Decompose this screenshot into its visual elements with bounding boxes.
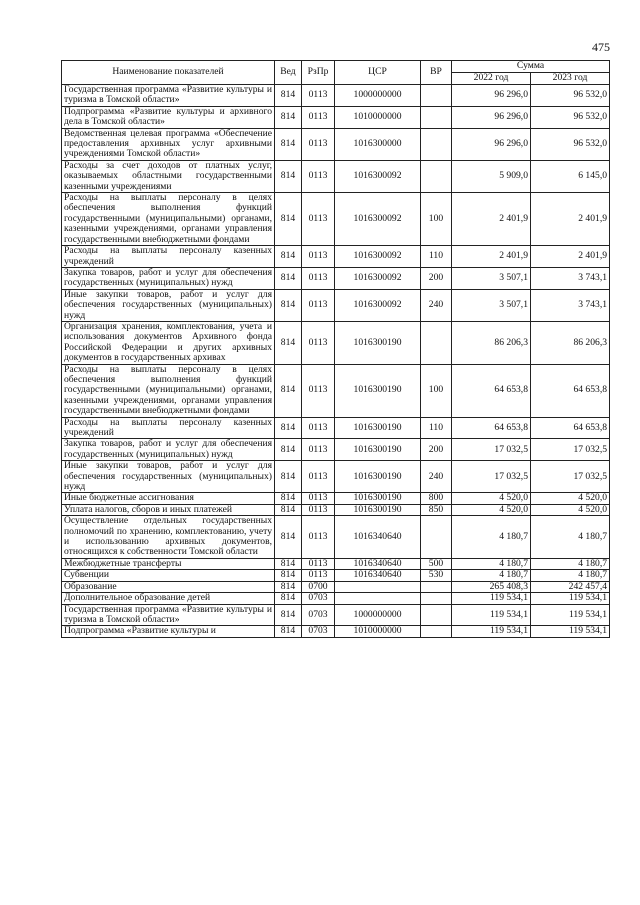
row-vr [421, 626, 452, 637]
row-vr: 240 [421, 461, 452, 493]
row-rzpr: 0113 [302, 246, 335, 268]
row-amount-2022: 86 206,3 [452, 321, 531, 364]
table-row [62, 417, 610, 439]
header-csr: ЦСР [335, 61, 421, 85]
row-rzpr: 0113 [302, 106, 335, 128]
row-amount-2023: 3 743,1 [531, 289, 610, 321]
row-amount-2022: 119 534,1 [452, 604, 531, 626]
row-amount-2022: 3 507,1 [452, 267, 531, 289]
row-vr [421, 85, 452, 107]
row-amount-2022: 119 534,1 [452, 593, 531, 604]
table-row [62, 516, 610, 559]
row-name: Подпрограмма «Развитие культуры и архивного дела в Томской области» [62, 106, 275, 128]
row-amount-2022: 3 507,1 [452, 289, 531, 321]
row-csr: 1000000000 [335, 604, 421, 626]
row-amount-2023: 96 532,0 [531, 128, 610, 160]
row-ved: 814 [275, 516, 302, 559]
header-2023: 2023 год [531, 73, 610, 85]
row-amount-2023: 17 032,5 [531, 439, 610, 461]
row-ved: 814 [275, 193, 302, 246]
row-amount-2023: 4 520,0 [531, 493, 610, 504]
row-ved: 814 [275, 581, 302, 592]
row-amount-2022: 17 032,5 [452, 439, 531, 461]
row-rzpr: 0113 [302, 128, 335, 160]
table-row [62, 461, 610, 493]
row-vr [421, 160, 452, 192]
table-row [62, 321, 610, 364]
row-amount-2023: 4 180,7 [531, 570, 610, 581]
row-name: Ведомственная целевая программа «Обеспечение предоставления архивных услуг архивными учреждениями Томской области» [62, 128, 275, 160]
table-row [62, 570, 610, 581]
row-ved: 814 [275, 439, 302, 461]
row-rzpr: 0113 [302, 439, 335, 461]
row-csr: 1016300190 [335, 439, 421, 461]
row-amount-2022: 96 296,0 [452, 85, 531, 107]
row-vr: 110 [421, 246, 452, 268]
row-amount-2022: 119 534,1 [452, 626, 531, 637]
row-amount-2023: 3 743,1 [531, 267, 610, 289]
row-amount-2023: 4 520,0 [531, 504, 610, 515]
row-name: Дополнительное образование детей [62, 593, 275, 604]
table-row [62, 193, 610, 246]
row-ved: 814 [275, 106, 302, 128]
row-name: Иные закупки товаров, работ и услуг для обеспечения государственных (муниципальных) нужд [62, 289, 275, 321]
table-row [62, 626, 610, 637]
table-body [62, 85, 610, 638]
row-vr [421, 321, 452, 364]
row-csr: 1010000000 [335, 626, 421, 637]
row-amount-2023: 6 145,0 [531, 160, 610, 192]
row-name: Закупка товаров, работ и услуг для обеспечения государственных (муниципальных) нужд [62, 267, 275, 289]
row-csr: 1016300000 [335, 128, 421, 160]
row-csr: 1016340640 [335, 570, 421, 581]
row-name: Организация хранения, комплектования, учета и использования документов Архивного фонда Российской Федерации и других архивных документов в государственных архивах [62, 321, 275, 364]
row-ved: 814 [275, 364, 302, 417]
row-rzpr: 0113 [302, 160, 335, 192]
row-amount-2023: 86 206,3 [531, 321, 610, 364]
table-row [62, 106, 610, 128]
row-rzpr: 0113 [302, 193, 335, 246]
row-rzpr: 0113 [302, 267, 335, 289]
table-row [62, 160, 610, 192]
row-name: Расходы на выплаты персоналу в целях обеспечения выполнения функций государственными (муниципальными) органами, казенными учреждениями, органами управления государственными внебюджетными фондами [62, 193, 275, 246]
row-rzpr: 0703 [302, 604, 335, 626]
row-csr: 1016300092 [335, 160, 421, 192]
row-ved: 814 [275, 246, 302, 268]
row-name: Закупка товаров, работ и услуг для обеспечения государственных (муниципальных) нужд [62, 439, 275, 461]
row-csr: 1010000000 [335, 106, 421, 128]
row-rzpr: 0113 [302, 85, 335, 107]
row-csr: 1016300092 [335, 289, 421, 321]
table-row [62, 364, 610, 417]
row-amount-2023: 119 534,1 [531, 593, 610, 604]
row-amount-2023: 4 180,7 [531, 558, 610, 569]
row-rzpr: 0703 [302, 626, 335, 637]
row-amount-2023: 96 532,0 [531, 85, 610, 107]
row-amount-2022: 4 180,7 [452, 516, 531, 559]
row-amount-2023: 242 457,4 [531, 581, 610, 592]
row-amount-2022: 4 520,0 [452, 504, 531, 515]
header-ved: Вед [275, 61, 302, 85]
row-ved: 814 [275, 289, 302, 321]
row-ved: 814 [275, 626, 302, 637]
row-name: Межбюджетные трансферты [62, 558, 275, 569]
table-row [62, 289, 610, 321]
row-rzpr: 0113 [302, 289, 335, 321]
row-ved: 814 [275, 417, 302, 439]
page-number: 475 [592, 40, 610, 54]
row-rzpr: 0113 [302, 321, 335, 364]
row-vr [421, 128, 452, 160]
row-ved: 814 [275, 570, 302, 581]
row-vr: 200 [421, 439, 452, 461]
row-name: Расходы за счет доходов от платных услуг, оказываемых областными государственными казенными учреждениями [62, 160, 275, 192]
row-vr: 530 [421, 570, 452, 581]
row-csr [335, 593, 421, 604]
row-rzpr: 0113 [302, 558, 335, 569]
table-row [62, 128, 610, 160]
row-vr [421, 516, 452, 559]
row-ved: 814 [275, 558, 302, 569]
row-ved: 814 [275, 493, 302, 504]
row-vr: 500 [421, 558, 452, 569]
header-name: Наименование показателей [62, 61, 275, 85]
row-csr: 1016300190 [335, 364, 421, 417]
row-vr [421, 604, 452, 626]
row-amount-2023: 119 534,1 [531, 626, 610, 637]
row-csr: 1016340640 [335, 516, 421, 559]
row-csr: 1016300190 [335, 461, 421, 493]
row-name: Расходы на выплаты персоналу в целях обеспечения выполнения функций государственными (муниципальными) органами, казенными учреждениями, органами управления государственными внебюджетными фондами [62, 364, 275, 417]
table-row [62, 246, 610, 268]
table-row [62, 504, 610, 515]
table-row [62, 493, 610, 504]
row-rzpr: 0113 [302, 417, 335, 439]
row-vr [421, 106, 452, 128]
row-name: Уплата налогов, сборов и иных платежей [62, 504, 275, 515]
table-row [62, 604, 610, 626]
row-amount-2022: 4 180,7 [452, 570, 531, 581]
row-rzpr: 0703 [302, 593, 335, 604]
row-ved: 814 [275, 160, 302, 192]
row-amount-2023: 2 401,9 [531, 193, 610, 246]
row-rzpr: 0113 [302, 461, 335, 493]
row-ved: 814 [275, 604, 302, 626]
row-name: Расходы на выплаты персоналу казенных учреждений [62, 417, 275, 439]
row-name: Образование [62, 581, 275, 592]
row-amount-2022: 5 909,0 [452, 160, 531, 192]
row-csr: 1016300190 [335, 493, 421, 504]
row-amount-2022: 2 401,9 [452, 193, 531, 246]
row-vr: 850 [421, 504, 452, 515]
header-vr: ВР [421, 61, 452, 85]
row-ved: 814 [275, 128, 302, 160]
row-vr: 200 [421, 267, 452, 289]
row-csr: 1000000000 [335, 85, 421, 107]
row-name: Субвенции [62, 570, 275, 581]
row-csr: 1016300190 [335, 417, 421, 439]
table-row [62, 558, 610, 569]
row-amount-2023: 119 534,1 [531, 604, 610, 626]
row-name: Иные бюджетные ассигнования [62, 493, 275, 504]
row-amount-2022: 17 032,5 [452, 461, 531, 493]
row-amount-2022: 96 296,0 [452, 106, 531, 128]
row-csr: 1016340640 [335, 558, 421, 569]
row-ved: 814 [275, 267, 302, 289]
row-ved: 814 [275, 461, 302, 493]
row-ved: 814 [275, 593, 302, 604]
row-amount-2022: 64 653,8 [452, 364, 531, 417]
budget-table [61, 60, 610, 638]
row-ved: 814 [275, 85, 302, 107]
row-name: Осуществление отдельных государственных полномочий по хранению, комплектованию, учету и использованию архивных документов, относящихся к собственности Томской области [62, 516, 275, 559]
table-row [62, 267, 610, 289]
table-row [62, 85, 610, 107]
row-name: Расходы на выплаты персоналу казенных учреждений [62, 246, 275, 268]
row-csr: 1016300092 [335, 246, 421, 268]
row-name: Государственная программа «Развитие культуры и туризма в Томской области» [62, 85, 275, 107]
row-name: Иные закупки товаров, работ и услуг для обеспечения государственных (муниципальных) нужд [62, 461, 275, 493]
row-csr [335, 581, 421, 592]
row-name: Государственная программа «Развитие культуры и туризма в Томской области» [62, 604, 275, 626]
table-row [62, 593, 610, 604]
row-amount-2023: 4 180,7 [531, 516, 610, 559]
row-rzpr: 0113 [302, 504, 335, 515]
row-rzpr: 0113 [302, 516, 335, 559]
row-csr: 1016300092 [335, 193, 421, 246]
row-vr: 240 [421, 289, 452, 321]
row-csr: 1016300092 [335, 267, 421, 289]
row-rzpr: 0113 [302, 570, 335, 581]
header-sum: Сумма [452, 61, 610, 73]
table-row [62, 439, 610, 461]
row-rzpr: 0700 [302, 581, 335, 592]
row-amount-2022: 4 180,7 [452, 558, 531, 569]
row-vr: 800 [421, 493, 452, 504]
row-vr: 110 [421, 417, 452, 439]
row-amount-2023: 64 653,8 [531, 417, 610, 439]
row-ved: 814 [275, 504, 302, 515]
header-rzpr: РзПр [302, 61, 335, 85]
row-amount-2023: 64 653,8 [531, 364, 610, 417]
row-name: Подпрограмма «Развитие культуры и [62, 626, 275, 637]
table-row [62, 581, 610, 592]
row-vr [421, 581, 452, 592]
row-amount-2023: 17 032,5 [531, 461, 610, 493]
row-vr [421, 593, 452, 604]
row-ved: 814 [275, 321, 302, 364]
row-amount-2022: 265 408,3 [452, 581, 531, 592]
row-amount-2023: 96 532,0 [531, 106, 610, 128]
header-2022: 2022 год [452, 73, 531, 85]
row-amount-2022: 96 296,0 [452, 128, 531, 160]
row-amount-2022: 2 401,9 [452, 246, 531, 268]
row-vr: 100 [421, 193, 452, 246]
row-csr: 1016300190 [335, 321, 421, 364]
row-amount-2023: 2 401,9 [531, 246, 610, 268]
row-csr: 1016300190 [335, 504, 421, 515]
row-amount-2022: 4 520,0 [452, 493, 531, 504]
row-rzpr: 0113 [302, 364, 335, 417]
row-rzpr: 0113 [302, 493, 335, 504]
row-vr: 100 [421, 364, 452, 417]
row-amount-2022: 64 653,8 [452, 417, 531, 439]
